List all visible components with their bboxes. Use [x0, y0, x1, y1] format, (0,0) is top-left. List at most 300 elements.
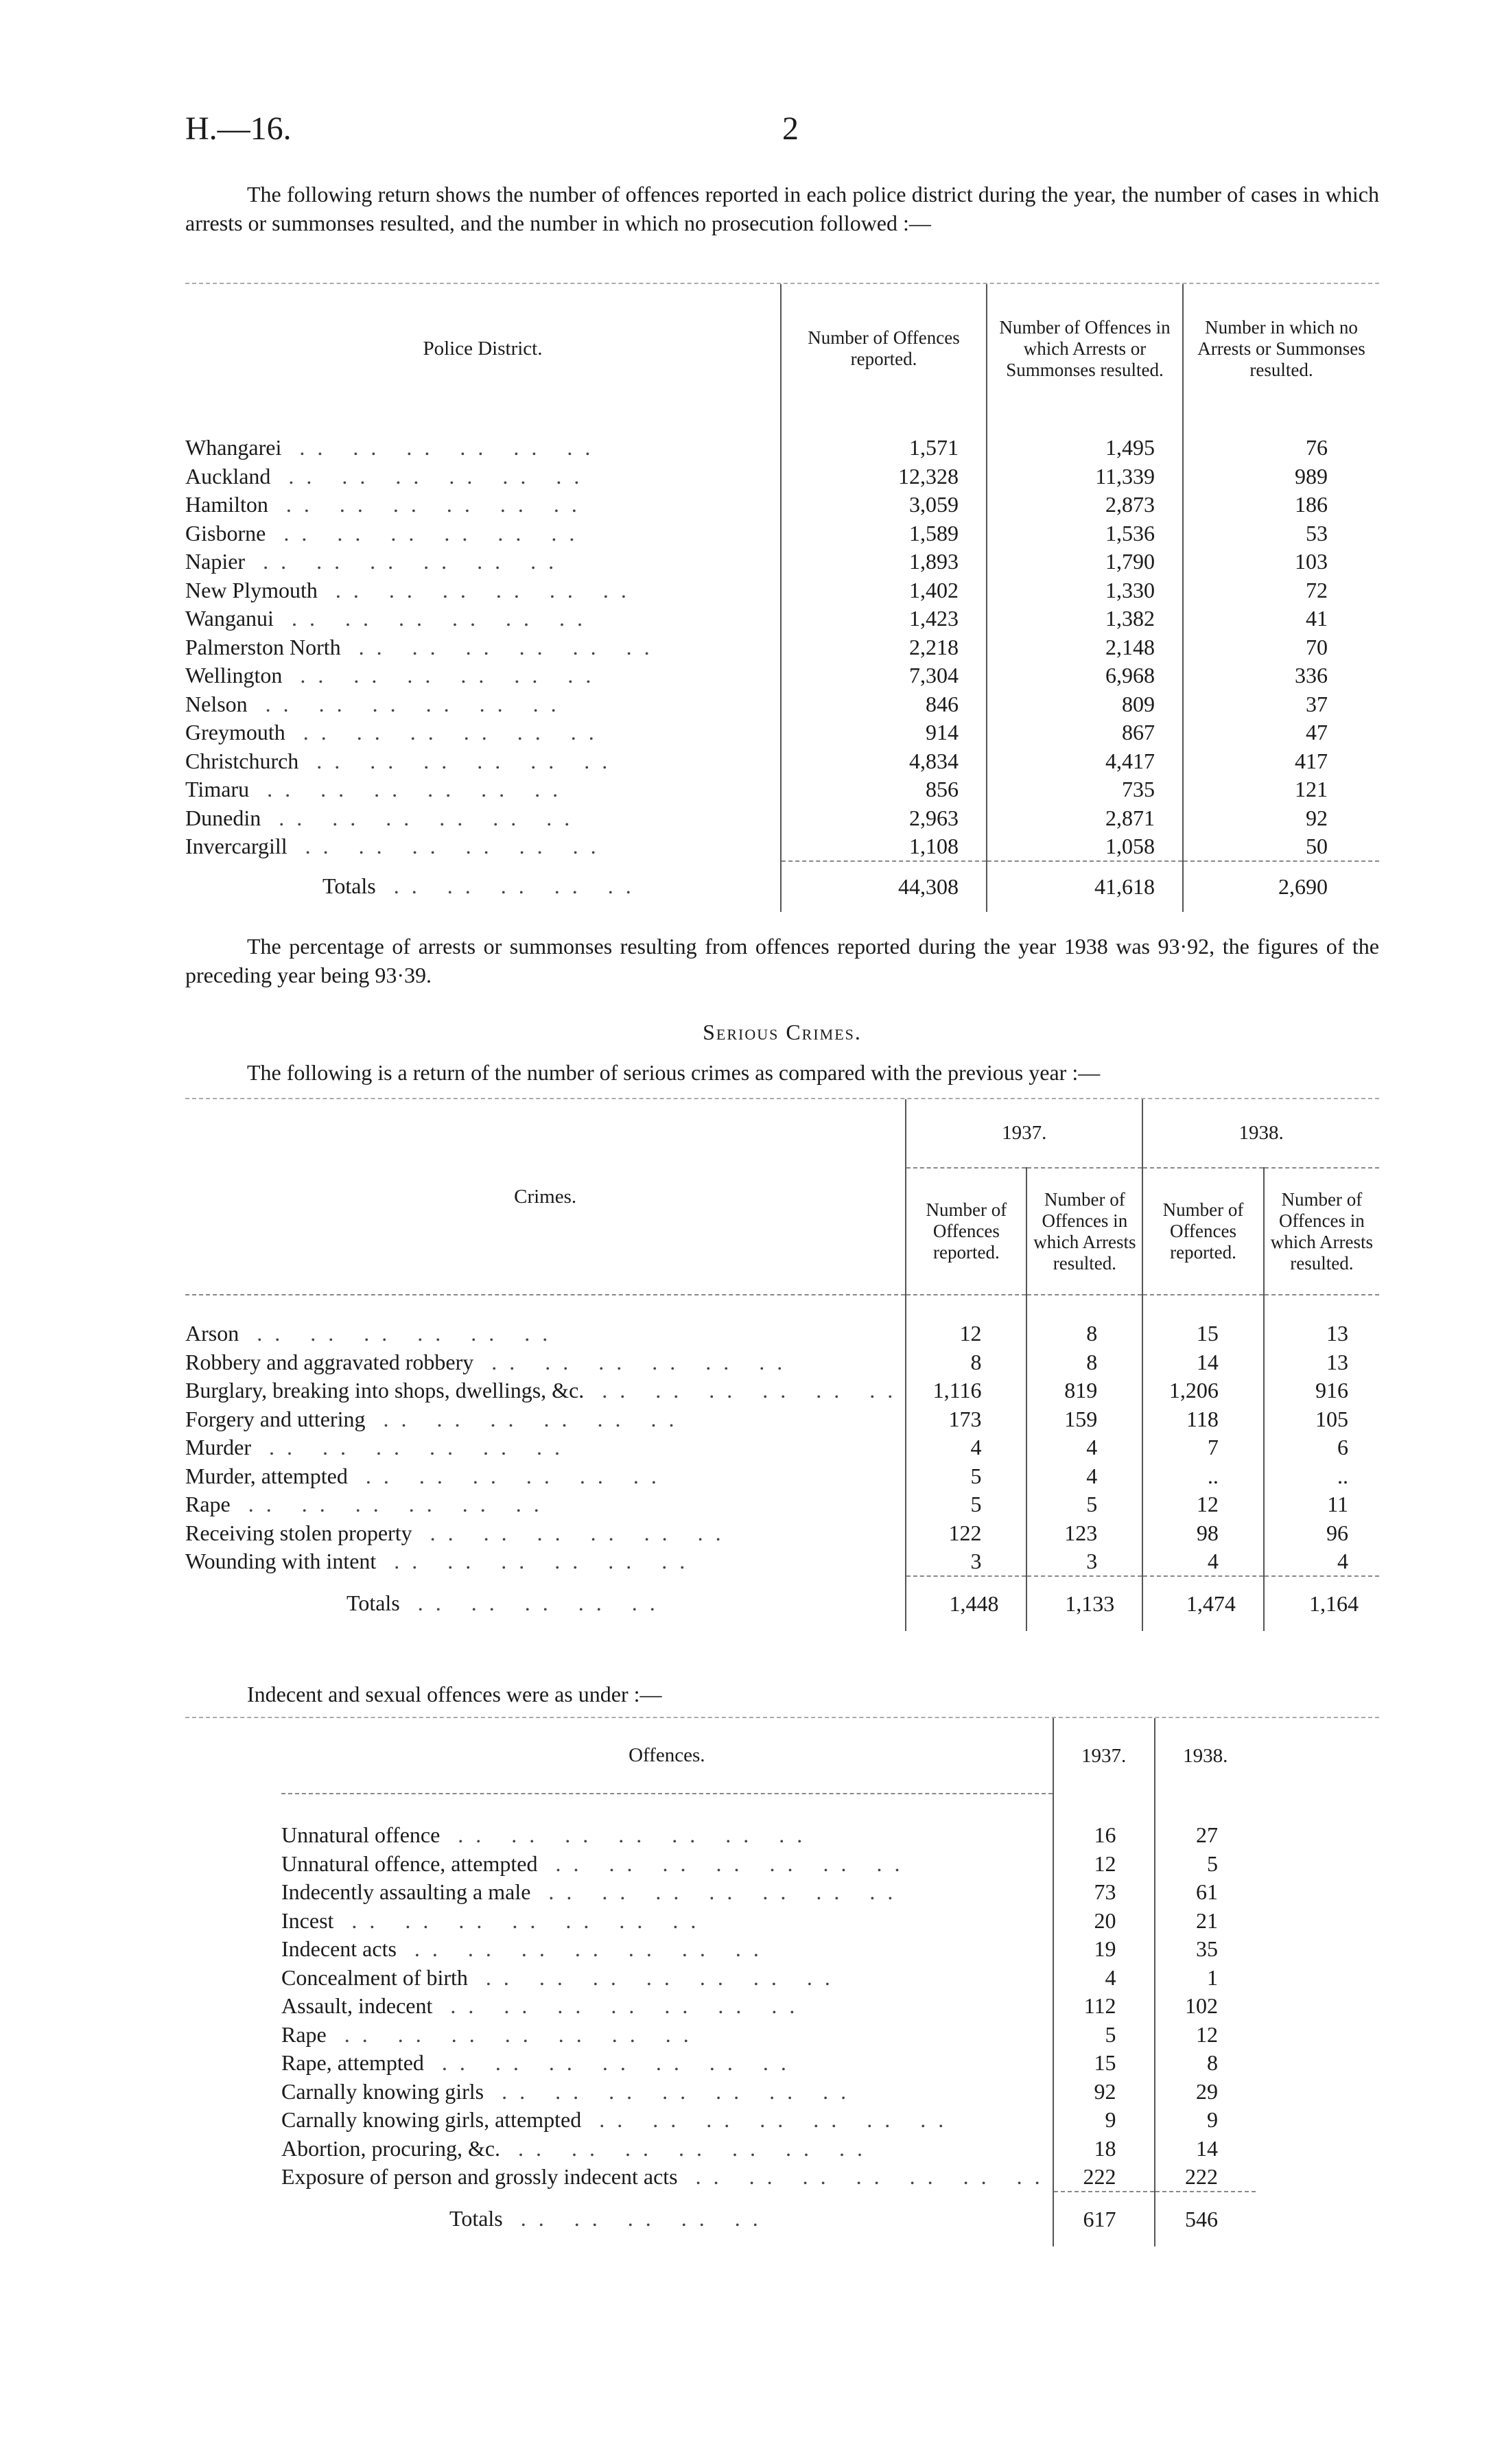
table-row — [281, 1878, 1256, 1907]
table-cell-value: 11,339 — [987, 462, 1183, 491]
dot-leader: .. .. .. .. .. .. .. — [537, 1851, 913, 1876]
row-label-text: Nelson — [185, 691, 248, 716]
table-cell-value: 20 — [1053, 1907, 1155, 1936]
dot-leader: .. .. .. .. .. .. — [273, 606, 595, 631]
dot-leader: .. .. .. .. .. .. — [347, 1463, 669, 1488]
row-label-text: Exposure of person and grossly indecent acts — [281, 2164, 678, 2190]
table-cell-value: 27 — [1155, 1821, 1256, 1850]
dot-leader: .. .. .. .. .. .. — [261, 805, 583, 830]
table-cell-value: 1,116 — [906, 1376, 1026, 1405]
table-row — [281, 1935, 1256, 1964]
spacer-row — [185, 413, 1379, 434]
page-number: 2 — [782, 110, 799, 147]
row-label — [185, 491, 781, 519]
row-label — [185, 690, 781, 719]
dot-leader: .. .. .. .. .. .. .. — [467, 1964, 843, 1990]
row-label — [281, 1850, 1053, 1879]
table-cell-value: 617 — [1053, 2192, 1155, 2246]
row-label — [185, 605, 781, 633]
row-label — [281, 2049, 1053, 2078]
row-label-text: Abortion, procuring, &c. — [281, 2135, 501, 2161]
table-row — [281, 1821, 1256, 1850]
table-row — [281, 2078, 1256, 2107]
table-cell-value: 8 — [1026, 1319, 1142, 1348]
table-cell-value: 1,423 — [781, 605, 987, 633]
table-cell-value: 4 — [1264, 1547, 1379, 1576]
dot-leader: .. .. .. .. .. .. .. — [326, 2021, 701, 2047]
table-cell-value: 92 — [1053, 2078, 1155, 2107]
table-cell-value: 819 — [1026, 1376, 1142, 1405]
table-row — [185, 1348, 1379, 1377]
table-cell-value: 2,148 — [987, 633, 1183, 662]
table-cell-value: 1,206 — [1142, 1376, 1264, 1405]
totals-row — [185, 861, 1379, 912]
table-cell-value: 1,589 — [781, 519, 987, 548]
table-cell-value: 1,108 — [781, 832, 987, 861]
column-header-reported-1938: Number of Offences reported. — [1142, 1168, 1264, 1295]
row-label — [185, 832, 781, 861]
dot-leader: .. .. .. .. .. .. — [473, 1349, 795, 1374]
table-cell-value: 13 — [1264, 1319, 1379, 1348]
column-header-reported: Number of Offences reported. — [781, 284, 987, 413]
column-header-no-arrests: Number in which no Arrests or Summonses resulted. — [1183, 284, 1379, 413]
table-row — [185, 1319, 1379, 1348]
row-label-text: Greymouth — [185, 720, 285, 745]
table-cell-value: 12 — [1155, 2021, 1256, 2050]
column-header-1938: 1938. — [1155, 1718, 1256, 1794]
dot-leader: .. .. .. .. .. — [399, 1591, 668, 1615]
table-cell-value: 13 — [1264, 1348, 1379, 1377]
row-label — [185, 519, 781, 548]
column-header-arrests: Number of Offences in which Arrests or Summonses resulted. — [987, 284, 1183, 413]
table-cell-value: 4 — [1053, 1964, 1155, 1993]
table-cell-value: 1,536 — [987, 519, 1183, 548]
table-cell-value: .. — [1264, 1462, 1379, 1491]
table-cell-value: 5 — [1155, 1850, 1256, 1879]
table-cell-value: 1,133 — [1026, 1576, 1142, 1631]
row-label-text: Christchurch — [185, 748, 299, 773]
row-label-text: Whangarei — [185, 435, 282, 460]
dot-leader: .. .. .. .. .. .. .. — [440, 1822, 815, 1848]
dot-leader: .. .. .. .. .. .. — [317, 577, 639, 602]
row-label — [281, 1992, 1053, 2021]
table-cell-value: 98 — [1142, 1519, 1264, 1548]
table-cell-value: 15 — [1142, 1319, 1264, 1348]
table-cell-value: 8 — [906, 1348, 1026, 1377]
table-cell-value: 856 — [781, 775, 987, 804]
row-label-text: Carnally knowing girls, attempted — [281, 2107, 582, 2133]
table-row — [185, 1490, 1379, 1519]
dot-leader: .. .. .. .. .. .. .. — [530, 1879, 906, 1905]
table-cell-value: 18 — [1053, 2135, 1155, 2163]
table-cell-value: 72 — [1183, 576, 1379, 605]
row-label — [185, 718, 781, 747]
row-label-text: Rape — [185, 1492, 231, 1517]
table-cell-value: 14 — [1142, 1348, 1264, 1377]
row-label — [185, 804, 781, 833]
table-cell-value: 19 — [1053, 1935, 1155, 1964]
indecent-offences-table — [281, 1718, 1256, 2246]
dot-leader: .. .. .. .. .. .. — [298, 748, 620, 773]
table-cell-value: 222 — [1053, 2163, 1155, 2192]
row-label-text: Invercargill — [185, 834, 287, 859]
row-label-text: Assault, indecent — [281, 1993, 433, 2019]
table-cell-value: 173 — [906, 1405, 1026, 1434]
table-cell-value: 29 — [1155, 2078, 1256, 2107]
table-row — [185, 548, 1379, 576]
dot-leader: .. .. .. .. .. .. — [239, 1321, 561, 1346]
table-cell-value: 35 — [1155, 1935, 1256, 1964]
row-label-text: Wanganui — [185, 606, 274, 631]
row-label-text: Hamilton — [185, 492, 268, 517]
row-label-text: Dunedin — [185, 805, 261, 830]
row-label — [185, 1519, 906, 1548]
police-district-table — [185, 284, 1379, 912]
table-cell-value: 3 — [906, 1547, 1026, 1576]
table-cell-value: 44,308 — [781, 861, 987, 912]
row-label-text: Receiving stolen property — [185, 1520, 412, 1545]
table-row — [281, 1964, 1256, 1993]
dot-leader: .. .. .. .. .. .. — [281, 435, 603, 460]
table-cell-value: 122 — [906, 1519, 1026, 1548]
table-cell-value: 336 — [1183, 661, 1379, 690]
column-header-offences: Offences. — [629, 1744, 705, 1766]
dot-leader: .. .. .. .. .. .. — [230, 1492, 552, 1517]
table-cell-value: 8 — [1026, 1348, 1142, 1377]
table-cell-value: 1,571 — [781, 434, 987, 462]
row-label-text: Incest — [281, 1908, 334, 1933]
dot-leader: .. .. .. .. .. — [502, 2206, 771, 2231]
row-label — [281, 2163, 1053, 2192]
table-cell-value: 1,495 — [987, 434, 1183, 462]
row-label — [185, 861, 781, 912]
table-cell-value: 50 — [1183, 832, 1379, 861]
dot-leader: .. .. .. .. .. .. — [249, 777, 571, 802]
row-label — [185, 576, 781, 605]
table-cell-value: 14 — [1155, 2135, 1256, 2163]
table-cell-value: 3,059 — [781, 491, 987, 519]
table-cell-value: 5 — [906, 1462, 1026, 1491]
row-label — [185, 1547, 906, 1576]
table-row — [185, 775, 1379, 804]
dot-leader: .. .. .. .. .. .. — [285, 720, 607, 745]
table-cell-value: 6 — [1264, 1433, 1379, 1462]
column-header-1938: 1938. — [1142, 1099, 1379, 1168]
row-label-text: Robbery and aggravated robbery — [185, 1349, 474, 1374]
row-label — [185, 1348, 906, 1377]
table-row — [185, 832, 1379, 861]
row-label-text: Murder — [185, 1435, 251, 1460]
table-cell-value: 5 — [1026, 1490, 1142, 1519]
table-cell-value: 1,448 — [906, 1576, 1026, 1631]
table-cell-value: 1,058 — [987, 832, 1183, 861]
table-cell-value: 7,304 — [781, 661, 987, 690]
table-cell-value: 73 — [1053, 1878, 1155, 1907]
row-label-text: Forgery and uttering — [185, 1406, 366, 1431]
table-cell-value: 1,164 — [1264, 1576, 1379, 1631]
dot-leader: .. .. .. .. .. .. .. — [432, 1993, 808, 2019]
row-label — [185, 1376, 906, 1405]
dot-leader: .. .. .. .. .. .. — [270, 463, 592, 489]
dot-leader: .. .. .. .. .. — [375, 873, 644, 898]
table-cell-value: 417 — [1183, 747, 1379, 776]
table-row — [185, 605, 1379, 633]
row-label-text: Gisborne — [185, 520, 266, 545]
table-cell-value: 102 — [1155, 1992, 1256, 2021]
table-row — [185, 491, 1379, 519]
table-row — [185, 718, 1379, 747]
table-cell-value: 112 — [1053, 1992, 1155, 2021]
table-cell-value: 546 — [1155, 2192, 1256, 2246]
dot-leader: .. .. .. .. .. .. — [287, 834, 609, 859]
table-cell-value: 61 — [1155, 1878, 1256, 1907]
table-cell-value: 6,968 — [987, 661, 1183, 690]
table-cell-value: 186 — [1183, 491, 1379, 519]
column-header-reported-1937: Number of Offences reported. — [906, 1168, 1026, 1295]
table-row — [185, 1462, 1379, 1491]
table-row — [281, 2135, 1256, 2163]
table-cell-value: 159 — [1026, 1405, 1142, 1434]
table-cell-value: 4 — [1142, 1547, 1264, 1576]
table-cell-value: 123 — [1026, 1519, 1142, 1548]
dot-leader: .. .. .. .. .. .. — [584, 1378, 906, 1403]
dot-leader: .. .. .. .. .. .. .. — [484, 2078, 859, 2104]
dot-leader: .. .. .. .. .. .. — [282, 663, 604, 688]
table-row — [185, 747, 1379, 776]
intro-paragraph: The following return shows the number of offences reported in each police district during the year, the number of cases in which arrests or summonses resulted, and the number in which no prosecution followed :— — [185, 182, 1379, 235]
table-cell-value: 4 — [1026, 1462, 1142, 1491]
table-row — [185, 576, 1379, 605]
row-label — [281, 1907, 1053, 1936]
table-cell-value: 37 — [1183, 690, 1379, 719]
row-label — [185, 434, 781, 462]
table-cell-value: 3 — [1026, 1547, 1142, 1576]
row-label — [281, 2106, 1053, 2135]
table-row — [281, 2021, 1256, 2050]
table-cell-value: 92 — [1183, 804, 1379, 833]
table-cell-value: 916 — [1264, 1376, 1379, 1405]
row-label-text: Indecently assaulting a male — [281, 1879, 531, 1905]
dot-leader: .. .. .. .. .. .. — [250, 1435, 572, 1460]
row-label-text: Auckland — [185, 463, 271, 489]
row-label — [281, 1935, 1053, 1964]
table-cell-value: 867 — [987, 718, 1183, 747]
totals-label: Totals — [347, 1591, 400, 1615]
table-cell-value: 809 — [987, 690, 1183, 719]
table-cell-value: 222 — [1155, 2163, 1256, 2192]
row-label — [185, 1490, 906, 1519]
table-row — [185, 462, 1379, 491]
row-label — [185, 1319, 906, 1348]
table-cell-value: 9 — [1155, 2106, 1256, 2135]
dot-leader: .. .. .. .. .. .. — [268, 492, 589, 517]
table-cell-value: 121 — [1183, 775, 1379, 804]
table-row — [281, 2163, 1256, 2192]
table-row — [281, 1850, 1256, 1879]
row-label — [185, 661, 781, 690]
row-label-text: Burglary, breaking into shops, dwellings, &c. — [185, 1378, 585, 1403]
table-cell-value: 16 — [1053, 1821, 1155, 1850]
table-cell-value: 103 — [1183, 548, 1379, 576]
table-cell-value: 2,871 — [987, 804, 1183, 833]
table-row — [281, 1907, 1256, 1936]
document-reference: H.—16. — [185, 110, 292, 147]
row-label — [281, 2021, 1053, 2050]
row-label-text: New Plymouth — [185, 577, 318, 602]
table-cell-value: 118 — [1142, 1405, 1264, 1434]
dot-leader: .. .. .. .. .. .. — [340, 634, 662, 659]
table-row — [185, 1433, 1379, 1462]
table-cell-value: 15 — [1053, 2049, 1155, 2078]
serious-crimes-intro: The following is a return of the number of serious crimes as compared with the previous year :— — [247, 1060, 1101, 1085]
dot-leader: .. .. .. .. .. .. .. — [500, 2135, 876, 2161]
row-label-text: Rape — [281, 2021, 327, 2047]
dot-leader: .. .. .. .. .. .. — [266, 520, 587, 545]
table-cell-value: 11 — [1264, 1490, 1379, 1519]
row-label-text: Unnatural offence — [281, 1822, 441, 1848]
row-label-text: Indecent acts — [281, 1936, 397, 1962]
percentage-paragraph: The percentage of arrests or summonses resulting from offences reported during the year 1938 was 93·92, the figures of the preceding year being 93·39. — [185, 934, 1379, 987]
column-header-district: Police District. — [423, 337, 543, 360]
row-label — [281, 2078, 1053, 2107]
table-cell-value: 989 — [1183, 462, 1379, 491]
table-row — [185, 1405, 1379, 1434]
table-cell-value: 914 — [781, 718, 987, 747]
spacer-row — [281, 1794, 1256, 1821]
table-row — [185, 690, 1379, 719]
table-cell-value: 53 — [1183, 519, 1379, 548]
table-cell-value: 1,330 — [987, 576, 1183, 605]
row-label — [185, 548, 781, 576]
table-cell-value: 2,690 — [1183, 861, 1379, 912]
row-label-text: Rape, attempted — [281, 2050, 424, 2076]
table-row — [185, 633, 1379, 662]
dot-leader: .. .. .. .. .. .. .. — [677, 2164, 1053, 2190]
row-label-text: Unnatural offence, attempted — [281, 1851, 538, 1876]
table-cell-value: 9 — [1053, 2106, 1155, 2135]
table-cell-value: 2,963 — [781, 804, 987, 833]
table-row — [185, 1547, 1379, 1576]
table-cell-value: 1,790 — [987, 548, 1183, 576]
table-row — [185, 1519, 1379, 1548]
table-cell-value: 1,893 — [781, 548, 987, 576]
column-header-arrests-1938: Number of Offences in which Arrests resulted. — [1264, 1168, 1379, 1295]
serious-crimes-heading: Serious Crimes. — [703, 1020, 862, 1044]
table-cell-value: 41,618 — [987, 861, 1183, 912]
table-row — [185, 519, 1379, 548]
row-label — [185, 1462, 906, 1491]
totals-label: Totals — [322, 873, 376, 898]
table-cell-value: 5 — [1053, 2021, 1155, 2050]
table-cell-value: 76 — [1183, 434, 1379, 462]
totals-row — [281, 2192, 1256, 2246]
row-label — [185, 747, 781, 776]
row-label — [281, 2135, 1053, 2163]
row-label-text: Timaru — [185, 777, 250, 802]
table-cell-value: 70 — [1183, 633, 1379, 662]
table-cell-value: 4,417 — [987, 747, 1183, 776]
table-cell-value: 12 — [1142, 1490, 1264, 1519]
dot-leader: .. .. .. .. .. .. .. — [396, 1936, 771, 1962]
dot-leader: .. .. .. .. .. .. — [365, 1406, 687, 1431]
serious-crimes-table — [185, 1099, 1379, 1631]
table-cell-value: 1,474 — [1142, 1576, 1264, 1631]
column-header-1937: 1937. — [906, 1099, 1142, 1168]
spacer-row — [185, 1295, 1379, 1319]
row-label — [185, 462, 781, 491]
table-cell-value: 41 — [1183, 605, 1379, 633]
row-label — [185, 1576, 906, 1631]
table-cell-value: 8 — [1155, 2049, 1256, 2078]
table-row — [185, 804, 1379, 833]
dot-leader: .. .. .. .. .. .. — [376, 1549, 698, 1574]
table-row — [185, 434, 1379, 462]
row-label — [185, 633, 781, 662]
dot-leader: .. .. .. .. .. .. — [247, 691, 569, 716]
table-cell-value: 5 — [906, 1490, 1026, 1519]
row-label — [281, 1878, 1053, 1907]
table-row — [281, 2106, 1256, 2135]
totals-row — [185, 1576, 1379, 1631]
table-cell-value: 1,402 — [781, 576, 987, 605]
table-cell-value: 2,218 — [781, 633, 987, 662]
row-label-text: Concealment of birth — [281, 1964, 468, 1990]
dot-leader: .. .. .. .. .. .. — [245, 549, 567, 574]
table-cell-value: 4 — [906, 1433, 1026, 1462]
table-cell-value: .. — [1142, 1462, 1264, 1491]
table-cell-value: 735 — [987, 775, 1183, 804]
row-label — [281, 1821, 1053, 1850]
column-header-crimes: Crimes. — [514, 1185, 577, 1208]
table-cell-value: 4 — [1026, 1433, 1142, 1462]
table-row — [281, 1992, 1256, 2021]
row-label — [281, 1964, 1053, 1993]
table-cell-value: 4,834 — [781, 747, 987, 776]
dot-leader: .. .. .. .. .. .. .. — [423, 2050, 799, 2076]
table-row — [185, 1376, 1379, 1405]
row-label-text: Carnally knowing girls — [281, 2078, 484, 2104]
row-label — [185, 1405, 906, 1434]
dot-leader: .. .. .. .. .. .. .. — [333, 1908, 709, 1933]
row-label-text: Arson — [185, 1321, 239, 1346]
row-label-text: Wounding with intent — [185, 1549, 377, 1574]
indecent-offences-intro: Indecent and sexual offences were as under :— — [247, 1682, 662, 1706]
dot-leader: .. .. .. .. .. .. .. — [581, 2107, 956, 2133]
table-cell-value: 1,382 — [987, 605, 1183, 633]
column-header-1937: 1937. — [1053, 1718, 1155, 1794]
table-cell-value: 12,328 — [781, 462, 987, 491]
row-label — [185, 1433, 906, 1462]
row-label-text: Wellington — [185, 663, 283, 688]
table-cell-value: 1 — [1155, 1964, 1256, 1993]
table-row — [185, 661, 1379, 690]
table-cell-value: 47 — [1183, 718, 1379, 747]
row-label-text: Murder, attempted — [185, 1463, 348, 1488]
row-label-text: Napier — [185, 549, 246, 574]
row-label — [281, 2192, 1053, 2246]
column-header-arrests-1937: Number of Offences in which Arrests resulted. — [1026, 1168, 1142, 1295]
table-row — [281, 2049, 1256, 2078]
row-label — [185, 775, 781, 804]
table-cell-value: 96 — [1264, 1519, 1379, 1548]
table-cell-value: 7 — [1142, 1433, 1264, 1462]
table-cell-value: 105 — [1264, 1405, 1379, 1434]
row-label-text: Palmerston North — [185, 634, 341, 659]
table-cell-value: 846 — [781, 690, 987, 719]
totals-label: Totals — [449, 2206, 503, 2231]
table-cell-value: 21 — [1155, 1907, 1256, 1936]
table-cell-value: 2,873 — [987, 491, 1183, 519]
